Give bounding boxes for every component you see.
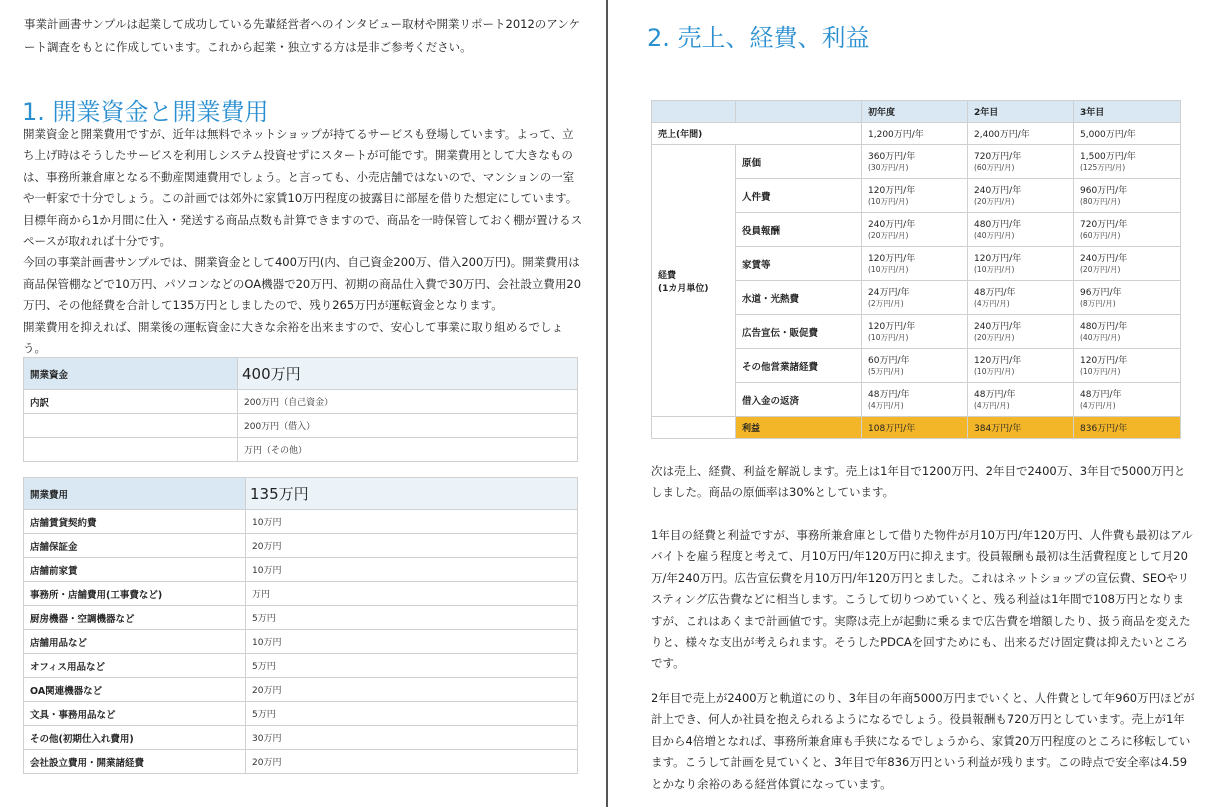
expense-value: 240万円/年 (20万円/月) [1074, 247, 1181, 281]
expense-category [652, 145, 736, 417]
sales-year-1: 1,200万円/年 [862, 123, 968, 145]
row-value: 20万円 [246, 678, 578, 702]
startup-funds-table [23, 357, 578, 462]
row-label: 店舗保証金 [24, 534, 246, 558]
table-row [24, 438, 578, 462]
row-value: 10万円 [246, 630, 578, 654]
expense-label: 水道・光熱費 [736, 281, 862, 315]
expense-value: 120万円/年 (10万円/月) [968, 349, 1074, 383]
row-value: 5万円 [246, 654, 578, 678]
sales-year-3: 5,000万円/年 [1074, 123, 1181, 145]
expense-value: 1,500万円/年 (125万円/月) [1074, 145, 1181, 179]
expense-value: 120万円/年 (10万円/月) [862, 315, 968, 349]
expense-label: 役員報酬 [736, 213, 862, 247]
page-divider [606, 0, 608, 807]
table-row [24, 534, 578, 558]
table-row [24, 678, 578, 702]
table-row [24, 478, 578, 510]
expense-sublabel: (1カ月単位) [658, 283, 709, 294]
expense-label: その他営業諸経費 [736, 349, 862, 383]
row-value: 10万円 [246, 558, 578, 582]
row-value: 5万円 [246, 702, 578, 726]
row-label: 事務所・店舗費用(工事費など) [24, 582, 246, 606]
funds-total: 400万円 [238, 358, 578, 390]
row-value: 20万円 [246, 534, 578, 558]
header-empty [736, 101, 862, 123]
row-label: 店舗用品など [24, 630, 246, 654]
sales-row [652, 123, 1181, 145]
row-value: 30万円 [246, 726, 578, 750]
expense-label: 家賃等 [736, 247, 862, 281]
expense-value: 120万円/年 (10万円/月) [968, 247, 1074, 281]
right-page [609, 0, 1211, 807]
funds-paragraph-3: 開業費用を抑えれば、開業後の運転資金に大きな余裕を出来ますので、安心して事業に取り組めるでしょう。 [23, 319, 564, 356]
table-row [24, 750, 578, 774]
header-year-1: 初年度 [862, 101, 968, 123]
row-value: 200万円（借入） [238, 414, 578, 438]
row-label: 店舗賃貸契約費 [24, 510, 246, 534]
row-label: 会社設立費用・開業諸経費 [24, 750, 246, 774]
row-value: 万円（その他） [238, 438, 578, 462]
expense-value: 24万円/年 (2万円/月) [862, 281, 968, 315]
table-row [24, 582, 578, 606]
profit-year-3: 836万円/年 [1074, 417, 1181, 439]
row-value: 20万円 [246, 750, 578, 774]
costs-label: 開業費用 [24, 478, 246, 510]
funds-body [23, 124, 585, 359]
expense-value: 60万円/年 (5万円/月) [862, 349, 968, 383]
intro-text: 事業計画書サンプルは起業して成功している先輩経営者へのインタビュー取材や開業リポート2012のアンケート調査をもとに作成しています。これから起業・独立する方は是非ご参考ください。 [24, 17, 581, 54]
expense-value: 96万円/年 (8万円/月) [1074, 281, 1181, 315]
expense-label: 広告宣伝・販促費 [736, 315, 862, 349]
row-label: オフィス用品など [24, 654, 246, 678]
table-row [24, 702, 578, 726]
costs-total: 135万円 [246, 478, 578, 510]
profit-row [652, 417, 1181, 439]
table-row [24, 606, 578, 630]
table-row [24, 630, 578, 654]
row-label: 店舗前家賃 [24, 558, 246, 582]
sales-paragraph-2: 1年目の経費と利益ですが、事務所兼倉庫として借りた物件が月10万円/年120万円、人件費も最初はアルバイトを雇う程度と考えて、月10万円/年120万円に抑えます。役員報酬も最初は生活費程度として月20万/年240万円。広告宣伝費を月10万円/年120万円とました。これはネットショップの宣伝費、SEOやリスティング広告費などに相当します。こうして切りつめていくと、残る利益は1年間で108万円となりますが、これはあくまで計画値です。実際は売上が起動に乗るまで広告費を増額したり、扱う商品を変えたりと、様々な支出が考えられます。そうしたPDCAを回すためにも、出来るだけ固定費は抑えたいところです。 [651, 528, 1193, 671]
table-row [24, 390, 578, 414]
profit-loss-table [651, 100, 1181, 439]
row-label: 厨房機器・空調機器など [24, 606, 246, 630]
expense-label: 借入金の返済 [736, 383, 862, 417]
sales-label: 売上(年間) [652, 123, 862, 145]
row-value: 5万円 [246, 606, 578, 630]
table-header-row [652, 101, 1181, 123]
expense-label: 経費 [658, 270, 677, 281]
section-heading-funds: 1. 開業資金と開業費用 [22, 98, 269, 126]
expense-value: 720万円/年 (60万円/月) [1074, 213, 1181, 247]
table-row [24, 654, 578, 678]
startup-costs-table [23, 477, 578, 774]
row-label: 文具・事務用品など [24, 702, 246, 726]
header-empty [652, 101, 736, 123]
row-value: 200万円（自己資金） [238, 390, 578, 414]
profit-year-1: 108万円/年 [862, 417, 968, 439]
row-value: 10万円 [246, 510, 578, 534]
expense-value: 360万円/年 (30万円/月) [862, 145, 968, 179]
expense-value: 960万円/年 (80万円/月) [1074, 179, 1181, 213]
expense-value: 120万円/年 (10万円/月) [862, 247, 968, 281]
row-label: 内訳 [24, 390, 238, 414]
funds-label: 開業資金 [24, 358, 238, 390]
expense-value: 120万円/年 (10万円/月) [1074, 349, 1181, 383]
expense-label: 原価 [736, 145, 862, 179]
row-label: その他(初期仕入れ費用) [24, 726, 246, 750]
profit-label: 利益 [736, 417, 862, 439]
expense-value: 48万円/年 (4万円/月) [862, 383, 968, 417]
expense-value: 120万円/年 (10万円/月) [862, 179, 968, 213]
sales-paragraph-1: 次は売上、経費、利益を解説します。売上は1年目で1200万円、2年目で2400万、3年目で5000万円としました。商品の原価率は30%としています。 [651, 464, 1186, 500]
expense-value: 720万円/年 (60万円/月) [968, 145, 1074, 179]
expense-value: 48万円/年 (4万円/月) [968, 383, 1074, 417]
expense-value: 48万円/年 (4万円/月) [1074, 383, 1181, 417]
expense-value: 48万円/年 (4万円/月) [968, 281, 1074, 315]
table-row [24, 558, 578, 582]
expense-value: 480万円/年 (40万円/月) [968, 213, 1074, 247]
expense-value: 240万円/年 (20万円/月) [968, 315, 1074, 349]
row-value: 万円 [246, 582, 578, 606]
funds-paragraph-2: 今回の事業計画書サンプルでは、開業資金として400万円(内、自己資金200万、借入200万円)。開業費用は商品保管棚などで10万円、パソコンなどのOA機器で20万円、初期の商品仕入費で30万円、会社設立費用20万円、その他経費を合計して135万円としましたので、残り265万円が運転資金となります。 [23, 255, 582, 313]
header-year-3: 3年目 [1074, 101, 1181, 123]
table-row [24, 358, 578, 390]
row-label: OA関連機器など [24, 678, 246, 702]
sales-paragraph-3: 2年目で売上が2400万と軌道にのり、3年目の年商5000万円までいくと、人件費として年960万円ほどが計上でき、何人か社員を抱えられるようになるでしょう。役員報酬も720万円としています。売上が1年目から4倍増となれば、事務所兼倉庫も手狭になるでしょうから、家賃20万円程度のところに移転しています。こうして計画を見ていくと、3年目で年836万円という利益が残ります。この時点で安全率は4.59とかなり余裕のある経営体質になっています。 [651, 691, 1195, 791]
table-row [24, 726, 578, 750]
section-heading-sales: 2. 売上、経費、利益 [647, 24, 870, 52]
sales-year-2: 2,400万円/年 [968, 123, 1074, 145]
expense-row [652, 145, 1181, 179]
funds-paragraph-1: 開業資金と開業費用ですが、近年は無料でネットショップが持てるサービスも登場しています。よって、立ち上げ時はそうしたサービスを利用しシステム投資せずにスタートが可能です。開業費用として大きなものは、事務所兼倉庫となる不動産関連費用でしょう。と言っても、小売店舗ではないので、マンションの一室や一軒家で十分でしょう。この計画では郊外に家賃10万円程度の披露目に部屋を借りた想定にしています。目標年商から1か月間に仕入・発送する商品点数も計算できますので、商品を一時保管しておく棚が置けるスペースが取れれば十分です。 [23, 127, 583, 249]
table-row [24, 510, 578, 534]
header-year-2: 2年目 [968, 101, 1074, 123]
profit-year-2: 384万円/年 [968, 417, 1074, 439]
table-row [24, 414, 578, 438]
expense-value: 480万円/年 (40万円/月) [1074, 315, 1181, 349]
expense-value: 240万円/年 (20万円/月) [862, 213, 968, 247]
row-label [24, 414, 238, 438]
expense-label: 人件費 [736, 179, 862, 213]
row-label [24, 438, 238, 462]
expense-value: 240万円/年 (20万円/月) [968, 179, 1074, 213]
profit-spacer [652, 417, 736, 439]
